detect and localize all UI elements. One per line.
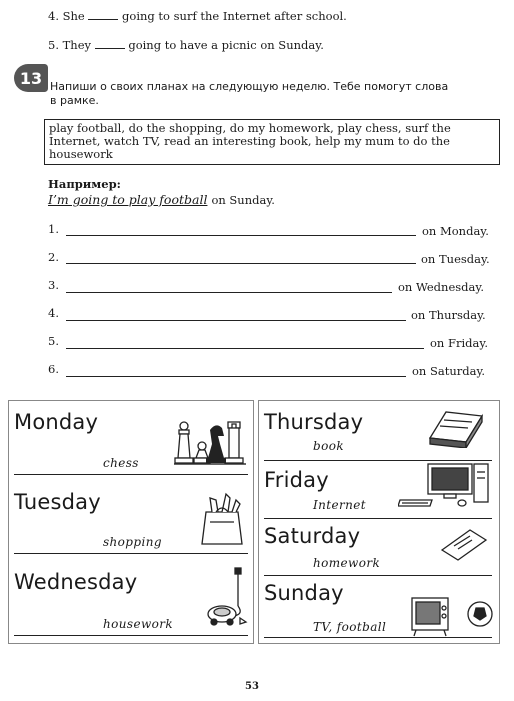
activity-label-book: book [313, 439, 345, 453]
activity-label-chess: chess [103, 456, 139, 470]
writing-line-day: on Monday. [422, 224, 489, 238]
vacuum-cleaner-icon [204, 566, 248, 628]
writing-line-num: 2. [48, 250, 59, 264]
writing-line-day: on Wednesday. [398, 280, 484, 294]
writing-line[interactable] [66, 320, 406, 321]
day-title-friday: Friday [264, 468, 329, 492]
writing-line[interactable] [66, 292, 392, 293]
day-title-tuesday: Tuesday [14, 490, 101, 514]
writing-line-num: 3. [48, 278, 59, 292]
activity-label-housework: housework [103, 617, 174, 631]
divider [14, 635, 248, 636]
writing-line-day: on Friday. [430, 336, 488, 350]
word-box: play football, do the shopping, do my homework, play chess, surf the Internet, watch TV, read an interesting book, help my mum to do the housework [44, 119, 500, 165]
example-heading: Например: [48, 177, 121, 191]
computer-icon [398, 460, 492, 508]
writing-line-num: 6. [48, 362, 59, 376]
tv-and-ball-icon [408, 594, 496, 638]
divider [14, 553, 248, 554]
day-title-saturday: Saturday [264, 524, 361, 548]
writing-line-day: on Tuesday. [421, 252, 490, 266]
example-sentence [48, 192, 275, 207]
divider [14, 474, 248, 475]
activity-label-homework: homework [313, 556, 381, 570]
answer-blank[interactable] [88, 9, 118, 20]
example-underlined: I’m going to play football [48, 192, 208, 207]
writing-line-num: 4. [48, 306, 59, 320]
exercise-instruction-line1: Напиши о своих планах на следующую неделю. Тебе помогут слова [50, 80, 449, 93]
writing-line-day: on Thursday. [411, 308, 486, 322]
divider [264, 518, 492, 519]
day-title-thursday: Thursday [264, 410, 364, 434]
writing-line-day: on Saturday. [412, 364, 486, 378]
example-rest: on Sunday. [211, 193, 275, 207]
day-title-wednesday: Wednesday [14, 570, 138, 594]
activity-label-tv-football: TV, football [313, 620, 387, 634]
activity-label-internet: Internet [313, 498, 366, 512]
writing-line[interactable] [66, 348, 424, 349]
exercise12-item4: 4. She going to surf the Internet after school. [48, 9, 347, 23]
exercise-instruction-line2: в рамке. [50, 94, 99, 107]
writing-line[interactable] [66, 376, 406, 377]
divider [264, 575, 492, 576]
writing-line-num: 1. [48, 222, 59, 236]
day-title-sunday: Sunday [264, 581, 344, 605]
shopping-bag-icon [198, 492, 246, 546]
exercise12-item5: 5. They going to have a picnic on Sunday. [48, 38, 324, 52]
writing-line[interactable] [66, 235, 416, 236]
writing-line[interactable] [66, 263, 416, 264]
chess-pieces-icon [172, 418, 248, 466]
exercise-number-badge: 13 [14, 64, 48, 92]
writing-line-num: 5. [48, 334, 59, 348]
answer-blank[interactable] [95, 38, 125, 49]
exercise-book-icon [440, 528, 488, 562]
activity-label-shopping: shopping [103, 535, 162, 549]
day-title-monday: Monday [14, 410, 99, 434]
page-number: 53 [245, 681, 259, 692]
book-icon [426, 408, 486, 448]
